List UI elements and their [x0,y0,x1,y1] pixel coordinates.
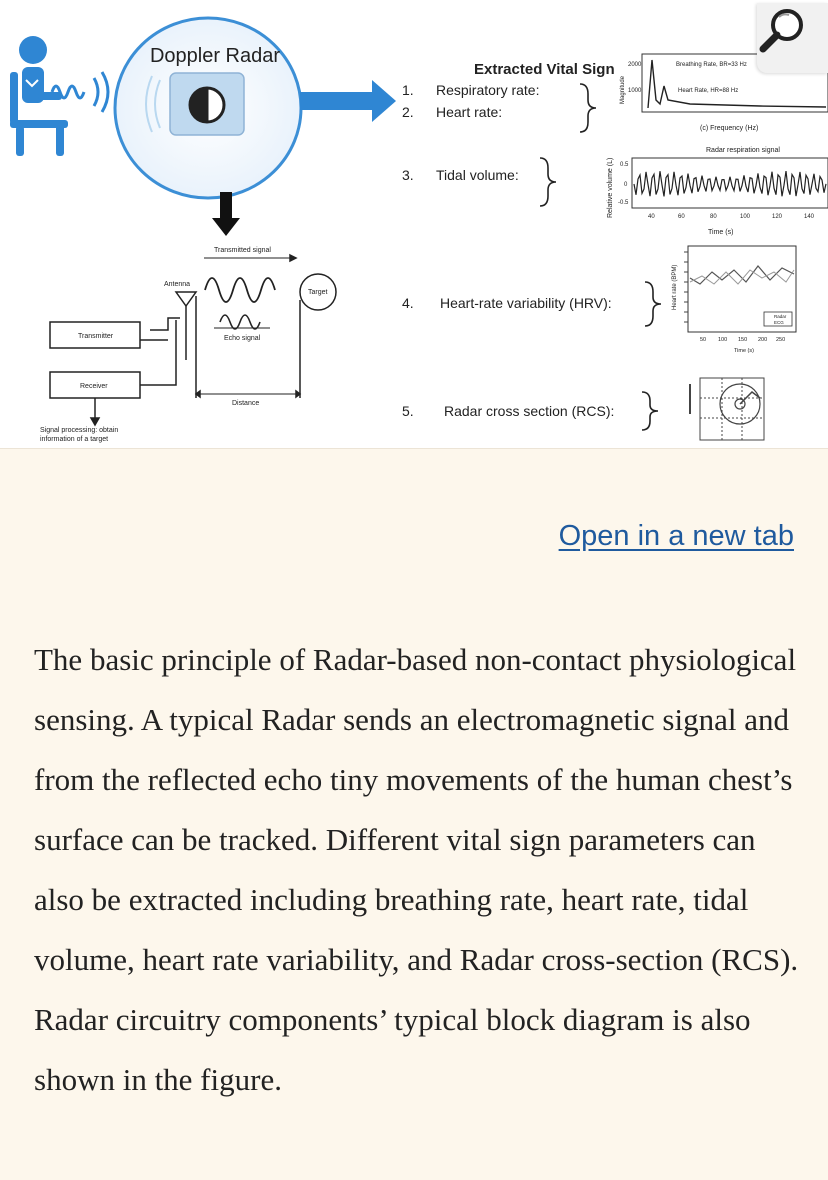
brace-icons [540,84,661,430]
tidal-xtick: 120 [772,214,783,220]
zoom-button[interactable] [757,3,828,73]
vital-3-label: Tidal volume: [436,167,519,183]
vital-5-label: Radar cross section (RCS): [444,403,615,419]
tidal-xtick: 140 [804,214,815,220]
freq-xlabel: (c) Frequency (Hz) [700,125,759,132]
processing-label-2: information of a target [40,436,109,443]
vital-heading: Extracted Vital Sign [474,61,615,78]
block-diagram [50,255,336,425]
vital-1-label: Respiratory rate: [436,82,540,98]
hrv-legend-radar: Radar [774,314,787,319]
hrv-legend-ecg: ECG [774,320,784,325]
tidal-xlabel: Time (s) [708,229,734,236]
freq-y1: 2000 [628,62,642,68]
tidal-y-mid: 0 [624,182,628,188]
rcs-plot [690,378,764,440]
transmitter-label: Transmitter [78,333,114,340]
vital-3-num: 3. [402,167,414,183]
hrv-xtick: 250 [776,337,786,343]
distance-label: Distance [232,400,260,407]
tidal-xtick: 60 [678,214,685,220]
tidal-ylabel: Relative volume (L) [607,157,614,218]
tidal-y-top: 0.5 [620,162,629,168]
hrv-xtick: 200 [758,337,768,343]
freq-y2: 1000 [628,88,642,94]
hrv-xtick: 100 [718,337,728,343]
hrv-xtick: 150 [738,337,748,343]
signal-arcs-icon [94,72,108,112]
hrv-xlabel: Time (s) [734,348,754,354]
figure-caption: The basic principle of Radar-based non-contact physiological sensing. A typical Radar sends an electromagnetic signal and from the reflected echo tiny movements of the human chest’s surface can be tracked. Different vital sign parameters can also be extracted including breathing rate, heart rate, tidal volume, heart rate variability, and Radar cross-section (RCS). Radar circuitry components’ typical block diagram is also shown in the figure. [34,642,799,1097]
hrv-ylabel: Heart rate (BPM) [672,264,678,310]
processing-label-1: Signal processing: obtain [40,427,119,434]
figure-image[interactable] [0,0,828,449]
person-sitting-icon [10,36,68,156]
vital-1-num: 1. [402,82,414,98]
vital-4-num: 4. [402,295,414,311]
tidal-xtick: 40 [648,214,655,220]
vital-4-label: Heart-rate variability (HRV): [440,295,612,311]
receiver-label: Receiver [80,383,108,390]
freq-heart-label: Heart Rate, HR=88 Hz [678,88,739,94]
tidal-y-bot: -0.5 [618,200,629,206]
arrow-right-icon [300,80,396,122]
freq-breathing-label: Breathing Rate, BR=33 Hz [676,62,747,68]
hrv-xtick: 50 [700,337,707,343]
vital-2-label: Heart rate: [436,104,503,120]
vital-5-num: 5. [402,403,414,419]
tidal-plot [607,147,828,236]
echo-label: Echo signal [224,335,261,342]
antenna-label: Antenna [164,281,191,288]
tidal-title: Radar respiration signal [706,147,780,154]
hrv-plot [672,246,796,354]
magnifier-icon [757,3,809,55]
radar-dish-icon [190,88,224,122]
tidal-xtick: 80 [710,214,717,220]
open-in-new-tab-link[interactable]: Open in a new tab [558,520,794,552]
freq-ylabel: Magnitude [620,75,626,104]
transmitted-label: Transmitted signal [214,247,271,254]
tidal-xtick: 100 [740,214,751,220]
target-label: Target [308,289,328,296]
radar-title: Doppler Radar [149,45,281,67]
vital-2-num: 2. [402,104,414,120]
